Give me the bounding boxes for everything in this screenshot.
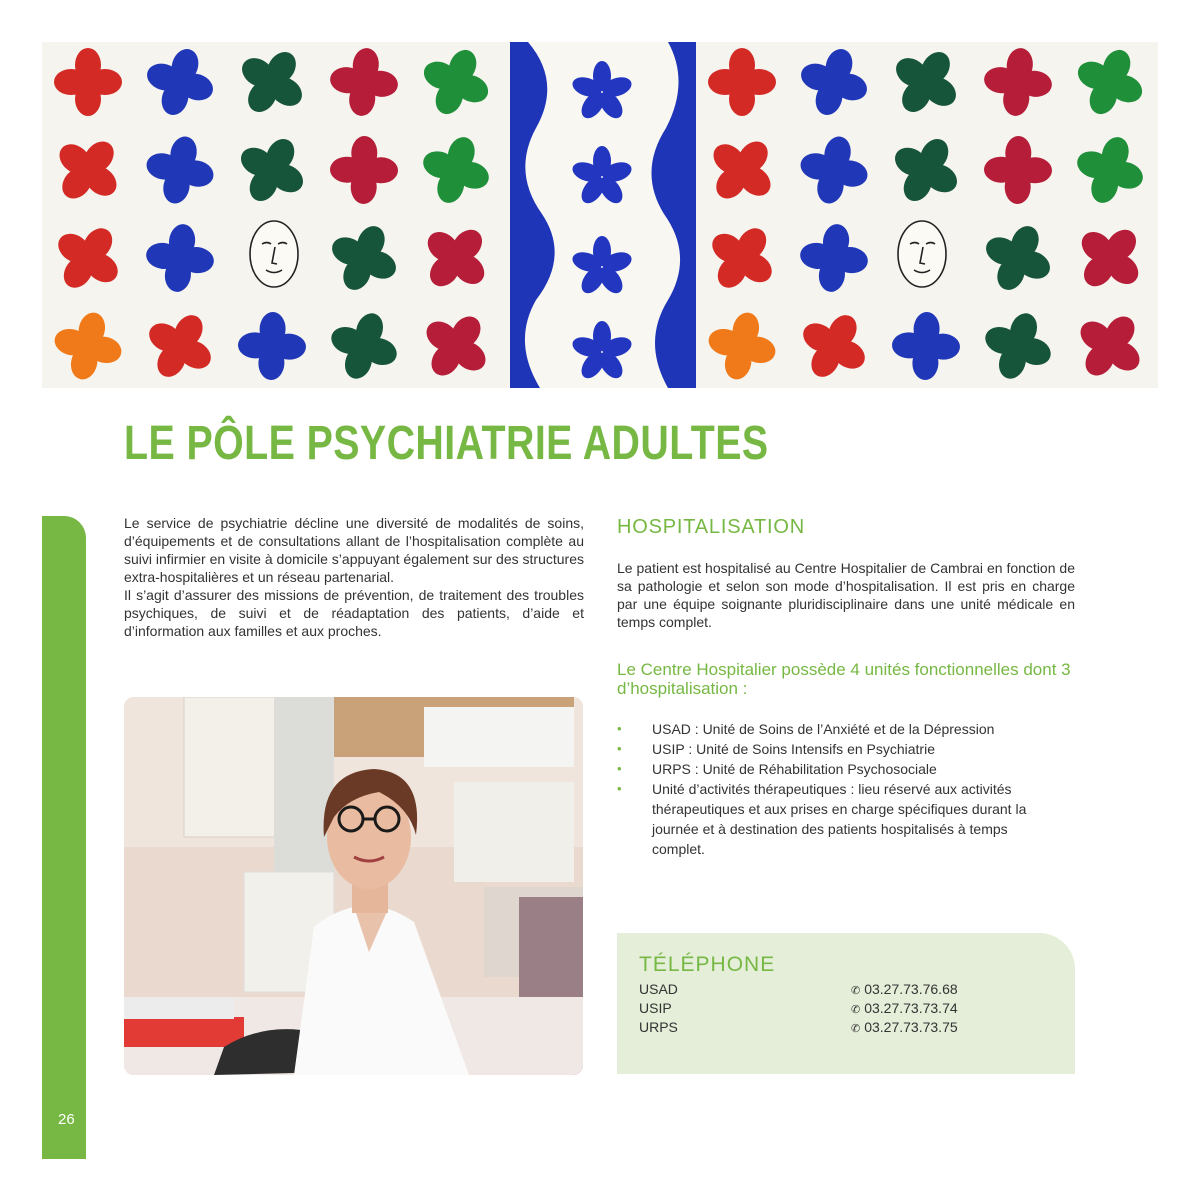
bullet-icon: • xyxy=(617,741,622,756)
intro-text xyxy=(124,514,584,640)
nurse-photo xyxy=(124,697,583,1075)
nurse-at-desk-image xyxy=(124,697,583,1075)
intro-paragraph-2: Il s’agit d’assurer des missions de prévention, de traitement des troubles psychiques, de suivi et de réadaptation des patients, d’aide et d’information aux familles et aux proches. xyxy=(124,587,584,639)
unit-list xyxy=(617,719,1057,859)
phone-label: URPS xyxy=(639,1019,678,1035)
phone-number[interactable]: 03.27.73.73.74 xyxy=(864,1000,958,1016)
bullet-icon: • xyxy=(617,761,622,776)
phone-row-usip xyxy=(639,999,969,1017)
bullet-icon: • xyxy=(617,781,622,796)
phone-label: USIP xyxy=(639,1000,672,1016)
page-title: LE PÔLE PSYCHIATRIE ADULTES xyxy=(124,417,769,470)
phone-row-urps xyxy=(639,1018,969,1036)
intro-paragraph-1: Le service de psychiatrie décline une diversité de modalités de soins, d’équipements et de consultations allant de l’hospitalisation complète au suivi infirmier en visite à domicile s’appuyant également sur des structures extra-hospitalières et un réseau partenarial. xyxy=(124,515,584,585)
telephone-heading: TÉLÉPHONE xyxy=(639,953,776,976)
bullet-icon: • xyxy=(617,721,622,736)
hospitalisation-paragraph: Le patient est hospitalisé au Centre Hospitalier de Cambrai en fonction de sa pathologie et selon son mode d’hospitalisation. Il est pris en charge par une équipe soignante pluridisciplinaire dans une unité médicale en temps complet. xyxy=(617,560,1075,630)
hospitalisation-heading: HOSPITALISATION xyxy=(617,516,805,538)
phone-number[interactable]: 03.27.73.73.75 xyxy=(864,1019,958,1035)
telephone-box xyxy=(617,933,1075,1074)
phone-number[interactable]: 03.27.73.76.68 xyxy=(864,981,958,997)
units-intro: Le Centre Hospitalier possède 4 unités fonctionnelles dont 3 d’hospitalisation : xyxy=(617,660,1071,698)
list-item: • USIP : Unité de Soins Intensifs en Psychiatrie xyxy=(617,741,935,757)
phone-icon: ✆ xyxy=(851,1023,861,1035)
list-item: • Unité d’activités thérapeutiques : lieu réservé aux activités thérapeutiques et aux prises en charge spécifiques durant la journée et à destination des patients hospitalisés à temps complet. xyxy=(617,781,1027,857)
page-number: 26 xyxy=(58,1111,75,1128)
list-item: • URPS : Unité de Réhabilitation Psychosociale xyxy=(617,761,937,777)
phone-row-usad xyxy=(639,980,969,998)
phone-icon: ✆ xyxy=(851,1004,861,1016)
phone-label: USAD xyxy=(639,981,678,997)
phone-icon: ✆ xyxy=(851,985,861,997)
hero-image xyxy=(42,42,1158,388)
sidebar-accent-bar xyxy=(42,516,86,1159)
matisse-flower-tapestry-image xyxy=(42,42,1158,388)
list-item: • USAD : Unité de Soins de l’Anxiété et de la Dépression xyxy=(617,721,995,737)
